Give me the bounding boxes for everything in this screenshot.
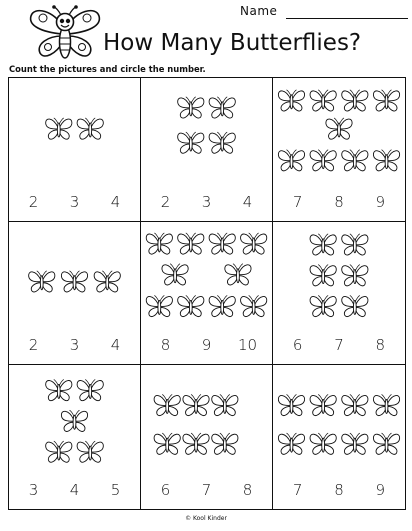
problem-cell-3: [273, 78, 405, 222]
butterfly-icon: [342, 233, 368, 254]
butterfly-icon: [146, 295, 172, 316]
choice-3[interactable]: 4: [242, 192, 253, 211]
butterfly-icon: [61, 411, 87, 432]
choice-1[interactable]: 7: [292, 192, 303, 211]
choice-3[interactable]: 8: [242, 481, 253, 499]
choice-2[interactable]: 3: [69, 336, 80, 355]
choice-2[interactable]: 7: [201, 481, 212, 499]
butterfly-mascot-icon: [26, 4, 104, 62]
number-choices: [9, 481, 140, 499]
butterfly-pictures: [9, 222, 140, 332]
butterfly-icon: [183, 433, 209, 454]
choice-3[interactable]: 10: [237, 336, 258, 355]
butterfly-icon: [342, 433, 368, 454]
butterfly-icon: [278, 150, 304, 171]
butterfly-icon: [373, 395, 399, 416]
footer-credit: © Kool Kinder: [185, 515, 227, 522]
choice-1[interactable]: 7: [292, 481, 303, 499]
butterfly-icon: [310, 264, 336, 285]
butterfly-icon: [241, 233, 267, 254]
butterfly-pictures: [141, 222, 272, 332]
name-label: Name: [240, 4, 278, 18]
butterfly-icon: [209, 233, 235, 254]
butterfly-icon: [178, 97, 204, 118]
butterfly-icon: [46, 380, 72, 401]
butterfly-icon: [310, 90, 336, 111]
choice-2[interactable]: 9: [201, 336, 212, 355]
butterfly-icon: [162, 263, 188, 284]
butterfly-icon: [77, 118, 103, 139]
choice-1[interactable]: 6: [292, 336, 303, 355]
butterfly-icon: [209, 97, 235, 118]
butterfly-icon: [342, 395, 368, 416]
page-title: How Many Butterflies?: [103, 30, 362, 56]
butterfly-icon: [278, 90, 304, 111]
problem-grid: [8, 77, 406, 510]
choice-3[interactable]: 4: [110, 192, 121, 211]
number-choices: [141, 193, 272, 211]
butterfly-icon: [342, 90, 368, 111]
instructions: Count the pictures and circle the number.: [9, 64, 206, 74]
butterfly-icon: [212, 433, 238, 454]
butterfly-icon: [178, 233, 204, 254]
butterfly-icon: [326, 118, 352, 139]
butterfly-pictures: [273, 365, 405, 475]
choice-2[interactable]: 8: [334, 481, 344, 499]
butterfly-icon: [46, 441, 72, 462]
choice-1[interactable]: 6: [160, 481, 171, 499]
butterfly-icon: [310, 395, 336, 416]
butterfly-pictures: [9, 365, 140, 475]
choice-1[interactable]: 3: [28, 481, 39, 499]
butterfly-icon: [77, 380, 103, 401]
butterfly-icon: [94, 270, 120, 291]
butterfly-icon: [310, 233, 336, 254]
number-choices: [273, 481, 405, 499]
butterfly-icon: [212, 395, 238, 416]
choice-3[interactable]: 5: [110, 481, 121, 499]
problem-cell-8: [141, 365, 273, 509]
butterfly-icon: [278, 433, 304, 454]
butterfly-pictures: [9, 78, 140, 188]
problem-cell-9: [273, 365, 405, 509]
number-choices: [9, 336, 140, 354]
butterfly-icon: [241, 295, 267, 316]
butterfly-icon: [61, 270, 87, 291]
butterfly-icon: [342, 295, 368, 316]
butterfly-icon: [373, 433, 399, 454]
choice-2[interactable]: 4: [69, 481, 80, 499]
butterfly-icon: [183, 395, 209, 416]
number-choices: [273, 193, 405, 211]
butterfly-icon: [77, 441, 103, 462]
choice-1[interactable]: 8: [160, 336, 171, 355]
number-choices: [9, 193, 140, 211]
problem-cell-1: [9, 78, 141, 222]
choice-2[interactable]: 3: [201, 192, 212, 211]
butterfly-icon: [342, 264, 368, 285]
butterfly-pictures: [273, 78, 405, 188]
choice-3[interactable]: 4: [110, 336, 121, 355]
choice-2[interactable]: 8: [334, 192, 344, 211]
butterfly-icon: [310, 433, 336, 454]
choice-3[interactable]: 9: [375, 192, 386, 211]
choice-1[interactable]: 2: [28, 192, 39, 211]
choice-2[interactable]: 7: [334, 336, 344, 355]
number-choices: [141, 481, 272, 499]
choice-3[interactable]: 8: [375, 336, 386, 355]
problem-cell-5: [141, 222, 273, 366]
butterfly-icon: [178, 295, 204, 316]
problem-cell-6: [273, 222, 405, 366]
name-write-line[interactable]: [286, 18, 408, 19]
butterfly-icon: [310, 150, 336, 171]
butterfly-icon: [154, 433, 180, 454]
butterfly-icon: [373, 150, 399, 171]
problem-cell-2: [141, 78, 273, 222]
butterfly-icon: [209, 132, 235, 153]
butterfly-icon: [146, 233, 172, 254]
problem-cell-4: [9, 222, 141, 366]
choice-3[interactable]: 9: [375, 481, 386, 499]
butterfly-icon: [154, 395, 180, 416]
butterfly-icon: [209, 295, 235, 316]
number-choices: [141, 336, 272, 354]
name-field[interactable]: [240, 4, 410, 20]
choice-1[interactable]: 2: [160, 192, 171, 211]
butterfly-pictures: [141, 78, 272, 188]
butterfly-pictures: [141, 365, 272, 475]
butterfly-icon: [373, 90, 399, 111]
butterfly-icon: [46, 118, 72, 139]
butterfly-icon: [278, 395, 304, 416]
butterfly-icon: [178, 132, 204, 153]
butterfly-icon: [29, 270, 55, 291]
butterfly-icon: [342, 150, 368, 171]
problem-cell-7: [9, 365, 141, 509]
butterfly-icon: [225, 263, 251, 284]
choice-1[interactable]: 2: [28, 336, 39, 355]
number-choices: [273, 336, 405, 354]
choice-2[interactable]: 3: [69, 192, 80, 211]
butterfly-icon: [310, 295, 336, 316]
butterfly-pictures: [273, 222, 405, 332]
